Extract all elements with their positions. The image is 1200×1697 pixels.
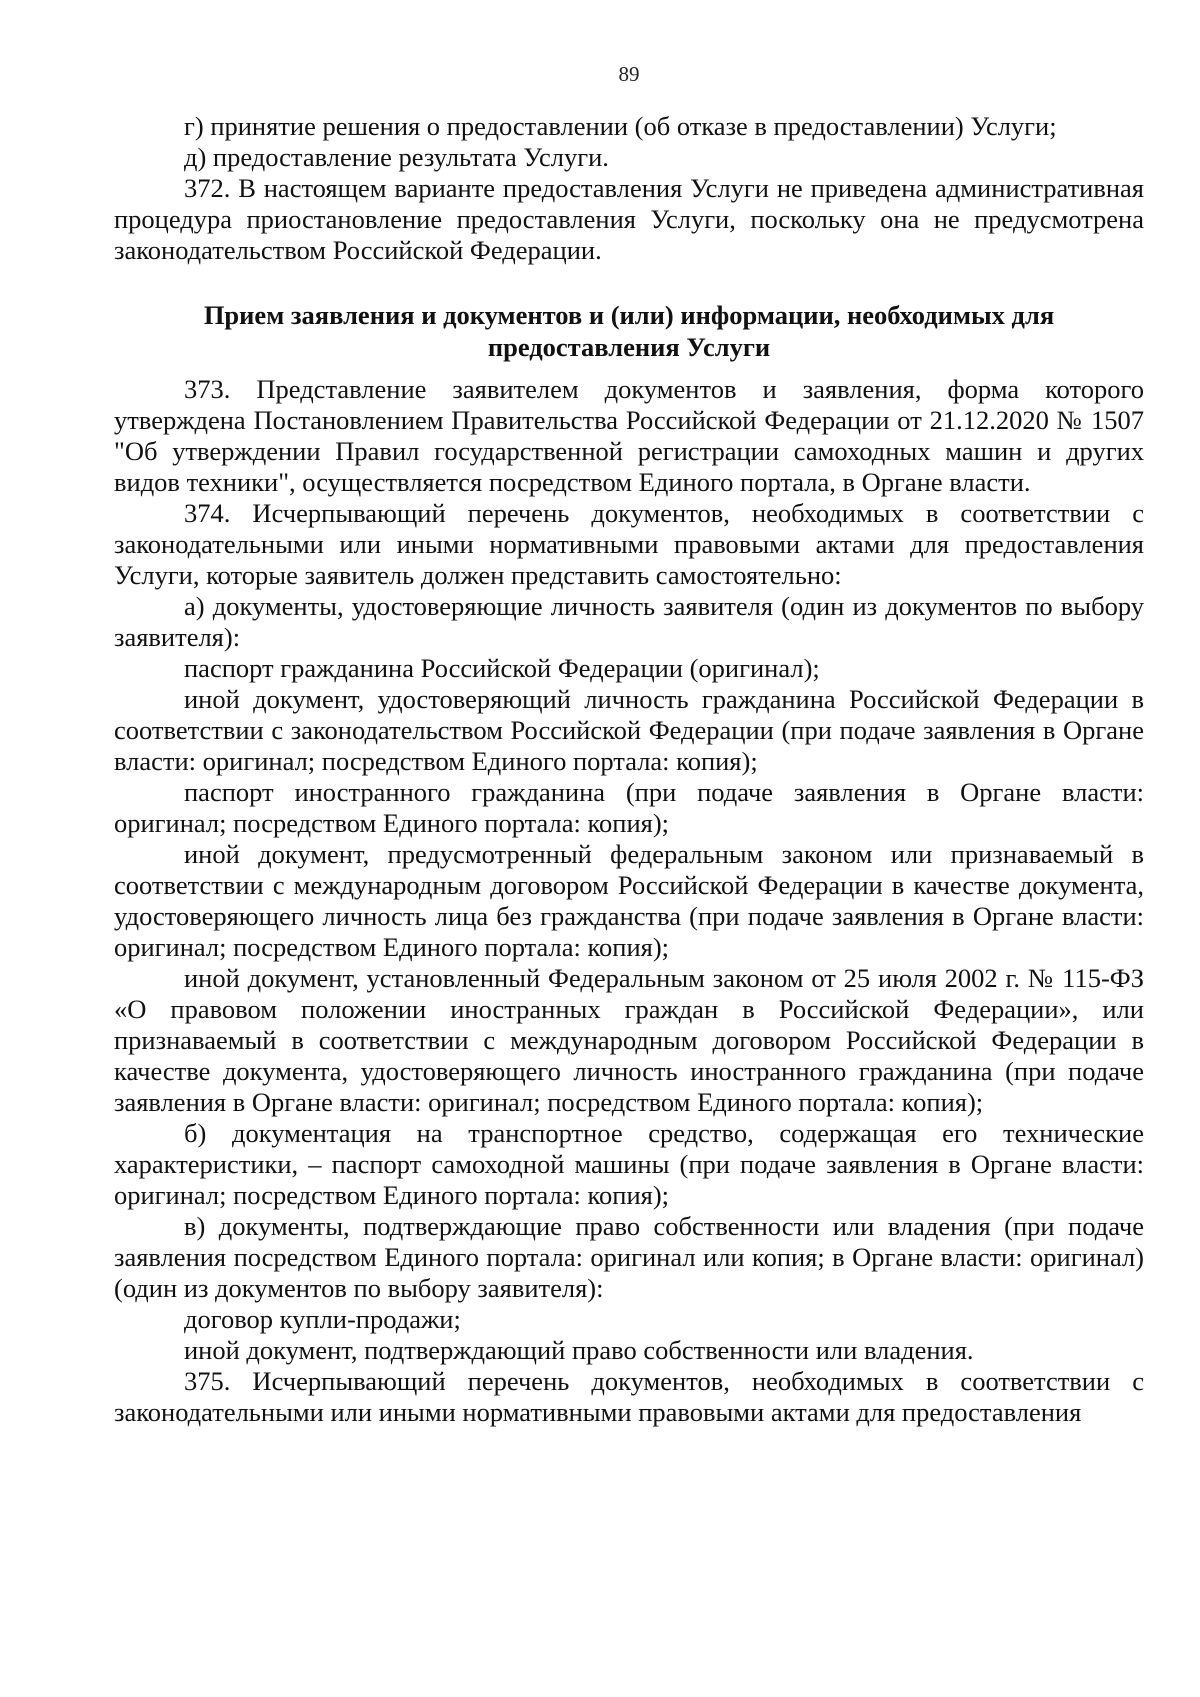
paragraph: 375. Исчерпывающий перечень документов, необходимых в соответствии с законодательными или иными нормативными правовыми актами для предоставления bbox=[114, 1366, 1144, 1427]
paragraph: 372. В настоящем варианте предоставления Услуги не приведена административная процедура приостановление предоставления Услуги, поскольку она не предусмотрена законодательством Российской Федерации. bbox=[114, 173, 1144, 265]
paragraph: паспорт гражданина Российской Федерации (оригинал); bbox=[184, 653, 820, 683]
paragraph: иной документ, удостоверяющий личность гражданина Российской Федерации в соответствии с законодательством Российской Федерации (при подаче заявления в Органе власти: оригинал; посредством Единого портала: копия); bbox=[114, 684, 1144, 776]
paragraph: иной документ, установленный Федеральным законом от 25 июля 2002 г. № 115-ФЗ «О правовом положении иностранных граждан в Российской Федерации», или признаваемый в соответствии с международным договором Российской Федерации в качестве документа, удостоверяющего личность иностранного гражданина (при подаче заявления в Органе власти: оригинал; посредством Единого портала: копия); bbox=[114, 963, 1144, 1117]
heading-line-1: Прием заявления и документов и (или) информации, необходимых для bbox=[203, 300, 1055, 330]
paragraph: в) документы, подтверждающие право собственности или владения (при подаче заявления посредством Единого портала: оригинал или копия; в Органе власти: оригинал) (один из документов по выбору заявителя): bbox=[114, 1211, 1144, 1303]
page-number: 89 bbox=[618, 62, 640, 86]
heading-line-2: предоставления Услуги bbox=[487, 332, 771, 362]
paragraph: 374. Исчерпывающий перечень документов, необходимых в соответствии с законодательными или иными нормативными правовыми актами для предоставления Услуги, которые заявитель должен представить самостоятельно: bbox=[114, 498, 1144, 590]
paragraph: иной документ, предусмотренный федеральным законом или признаваемый в соответствии с международным договором Российской Федерации в качестве документа, удостоверяющего личность лица без гражданства (при подаче заявления в Органе власти: оригинал; посредством Единого портала: копия); bbox=[114, 839, 1144, 962]
paragraph: а) документы, удостоверяющие личность заявителя (один из документов по выбору заявителя): bbox=[114, 591, 1144, 652]
body-block bbox=[114, 374, 1144, 1428]
intro-block bbox=[114, 111, 1144, 266]
paragraph: иной документ, подтверждающий право собственности или владения. bbox=[184, 1335, 974, 1365]
paragraph: б) документация на транспортное средство, содержащая его технические характеристики, – паспорт самоходной машины (при подаче заявления в Органе власти: оригинал; посредством Единого портала: копия); bbox=[114, 1118, 1144, 1210]
paragraph: г) принятие решения о предоставлении (об отказе в предоставлении) Услуги; bbox=[184, 111, 1057, 141]
paragraph: паспорт иностранного гражданина (при подаче заявления в Органе власти: оригинал; посредством Единого портала: копия); bbox=[114, 777, 1144, 838]
paragraph: договор купли-продажи; bbox=[184, 1304, 461, 1334]
paragraph: 373. Представление заявителем документов и заявления, форма которого утверждена Постановлением Правительства Российской Федерации от 21.12.2020 № 1507 "Об утверждении Правил государственной регистрации самоходных машин и других видов техники", осуществляется посредством Единого портала, в Органе власти. bbox=[114, 374, 1144, 497]
paragraph: д) предоставление результата Услуги. bbox=[184, 142, 609, 172]
section-heading bbox=[114, 299, 1144, 363]
